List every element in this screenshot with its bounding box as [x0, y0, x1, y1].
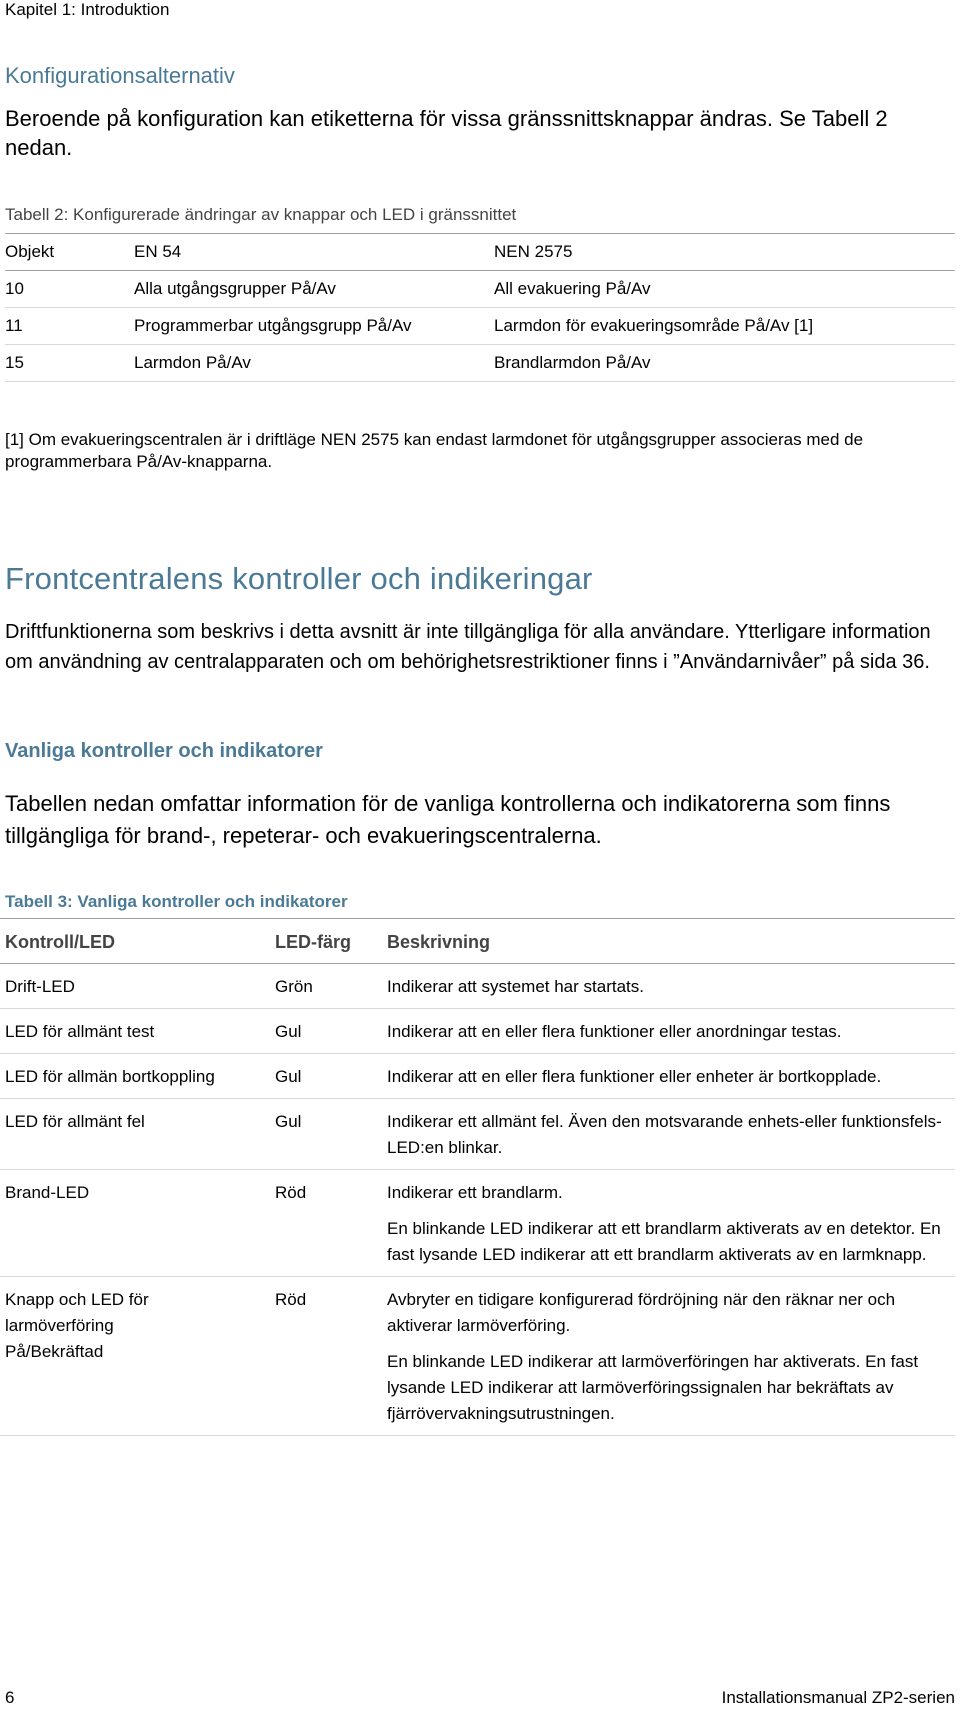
control-name: Knapp och LED för larmöverföring På/Bekräftad — [5, 1290, 149, 1361]
running-header: Kapitel 1: Introduktion — [5, 0, 170, 19]
table-cell: 10 — [5, 271, 134, 308]
table2-title: Tabell 2: Konfigurerade ändringar av knappar och LED i gränssnittet — [5, 205, 517, 224]
description — [387, 1054, 955, 1098]
table-row — [5, 308, 955, 345]
description-text: Indikerar att en eller flera funktioner eller anordningar testas. — [387, 1022, 842, 1041]
table3-title: Tabell 3: Vanliga kontroller och indikatorer — [5, 892, 348, 911]
led-color: Röd — [275, 1290, 307, 1309]
description — [387, 1170, 955, 1276]
table-row — [0, 1170, 955, 1277]
table3-header-row — [0, 918, 955, 964]
table-row — [5, 271, 955, 308]
control-name: LED för allmän bortkoppling — [5, 1067, 215, 1086]
table2-header-cell: EN 54 — [134, 234, 494, 271]
description-text: En blinkande LED indikerar att larmöverföringen har aktiverats. En fast lysande LED indikerar att larmöverföringssignalen har bekräftats av fjärrövervakningsutrustningen. — [387, 1352, 919, 1423]
table-row — [0, 1277, 955, 1436]
description — [387, 1277, 955, 1435]
led-color: Gul — [275, 1112, 302, 1131]
table-cell: Larmdon På/Av — [134, 345, 494, 382]
section-subintro: Tabellen nedan omfattar information för de vanliga kontrollerna och indikatorerna som finns tillgängliga för brand-, repeterar- och evakueringscentralerna. — [5, 791, 891, 848]
table-cell: Brandlarmdon På/Av — [494, 345, 955, 382]
description-text: Indikerar ett brandlarm. — [387, 1183, 563, 1202]
table3-header-cell: LED-färg — [275, 932, 351, 952]
control-name: LED för allmänt test — [5, 1022, 155, 1041]
table2-header-cell: Objekt — [5, 234, 134, 271]
control-name: Brand-LED — [5, 1183, 90, 1202]
description — [387, 1009, 955, 1053]
control-name: Drift-LED — [5, 977, 75, 996]
table-cell: Alla utgångsgrupper På/Av — [134, 271, 494, 308]
led-color: Röd — [275, 1183, 307, 1202]
led-color: Grön — [275, 977, 313, 996]
table2-header-row — [5, 234, 955, 271]
table-row — [0, 1099, 955, 1170]
page-footer — [5, 1688, 955, 1708]
table2 — [5, 233, 955, 382]
table3-header-cell: Kontroll/LED — [5, 932, 115, 952]
table2-note: [1] Om evakueringscentralen är i driftläge NEN 2575 kan endast larmdonet för utgångsgrupper associeras med de programmerbara På/Av-knapparna. — [5, 430, 864, 471]
description-text: Indikerar att systemet har startats. — [387, 977, 644, 996]
table-row — [0, 1054, 955, 1099]
led-color: Gul — [275, 1067, 302, 1086]
description-text: Indikerar att en eller flera funktioner eller enheter är bortkopplade. — [387, 1067, 882, 1086]
description — [387, 1099, 955, 1169]
table-row — [0, 1009, 955, 1054]
table-cell: Larmdon för evakueringsområde På/Av [1] — [494, 308, 955, 345]
table3-header-cell: Beskrivning — [387, 932, 491, 952]
table-cell: Programmerbar utgångsgrupp På/Av — [134, 308, 494, 345]
config-text: Beroende på konfiguration kan etiketterna för vissa gränssnittsknappar ändras. Se Tabell 2 nedan. — [5, 106, 888, 160]
table3 — [0, 918, 955, 1436]
table-cell: 11 — [5, 308, 134, 345]
manual-title: Installationsmanual ZP2-serien — [721, 1688, 955, 1707]
led-color: Gul — [275, 1022, 302, 1041]
section-intro: Driftfunktionerna som beskrivs i detta avsnitt är inte tillgängliga för alla användare. Ytterligare information om användning av centralapparaten och om behörighetsrestriktioner finns i ”Användarnivåer” på sida 36. — [5, 621, 931, 673]
table2-header-cell: NEN 2575 — [494, 234, 955, 271]
description — [387, 964, 955, 1008]
table-row — [5, 345, 955, 382]
table-cell: 15 — [5, 345, 134, 382]
control-name: LED för allmänt fel — [5, 1112, 145, 1131]
table-cell: All evakuering På/Av — [494, 271, 955, 308]
description-text: Indikerar ett allmänt fel. Även den motsvarande enhets-eller funktionsfels-LED:en blinkar. — [387, 1112, 942, 1157]
page-number: 6 — [5, 1688, 15, 1707]
table-row — [0, 964, 955, 1009]
config-heading: Konfigurationsalternativ — [5, 63, 235, 88]
description-text: En blinkande LED indikerar att ett brandlarm aktiverats av en detektor. En fast lysande LED indikerar att ett brandlarm aktiverats av en larmknapp. — [387, 1219, 941, 1264]
description-text: Avbryter en tidigare konfigurerad fördröjning när den räknar ner och aktiverar larmöverföring. — [387, 1290, 896, 1335]
section-subheading: Vanliga kontroller och indikatorer — [5, 740, 323, 762]
section-heading: Frontcentralens kontroller och indikeringar — [5, 561, 593, 596]
